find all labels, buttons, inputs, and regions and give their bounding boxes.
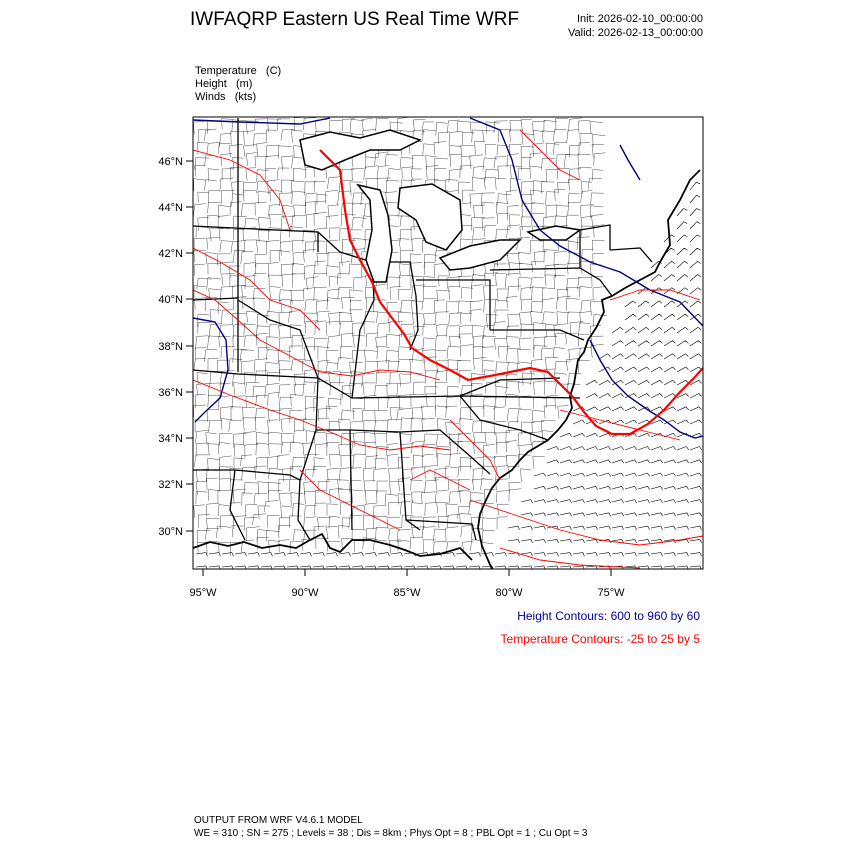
lat-label: 40°N bbox=[158, 294, 183, 306]
lat-label: 30°N bbox=[158, 526, 183, 538]
lon-label: 95°W bbox=[189, 587, 217, 599]
height-contour-info: Height Contours: 600 to 960 by 60 bbox=[517, 609, 700, 623]
field-temperature: Temperature (C) bbox=[195, 65, 282, 77]
county-boundaries bbox=[193, 117, 607, 556]
lat-label: 34°N bbox=[158, 433, 183, 445]
lat-label: 46°N bbox=[158, 156, 183, 168]
temperature-contour-info: Temperature Contours: -25 to 25 by 5 bbox=[500, 632, 700, 646]
lat-label: 44°N bbox=[158, 202, 183, 214]
lat-label: 38°N bbox=[158, 341, 183, 353]
field-height: Height (m) bbox=[195, 78, 253, 90]
county-mesh bbox=[193, 117, 607, 556]
model-config: WE = 310 ; SN = 275 ; Levels = 38 ; Dis = 8km ; Phys Opt = 8 ; PBL Opt = 1 ; Cu Opt = 3 bbox=[194, 828, 588, 839]
latitude-axis bbox=[158, 156, 193, 538]
field-winds: Winds (kts) bbox=[195, 91, 257, 103]
init-time: Init: 2026-02-10_00:00:00 bbox=[577, 13, 703, 25]
gulf-coastline bbox=[193, 534, 472, 560]
lat-label: 32°N bbox=[158, 479, 183, 491]
chart-title: IWFAQRP Eastern US Real Time WRF bbox=[190, 9, 520, 30]
model-info: OUTPUT FROM WRF V4.6.1 MODEL bbox=[194, 815, 363, 826]
lat-label: 42°N bbox=[158, 248, 183, 260]
lon-label: 75°W bbox=[597, 587, 625, 599]
lat-label: 36°N bbox=[158, 387, 183, 399]
lon-label: 85°W bbox=[393, 587, 421, 599]
longitude-axis bbox=[189, 569, 625, 599]
lon-label: 90°W bbox=[291, 587, 319, 599]
coastline bbox=[478, 170, 700, 569]
valid-time: Valid: 2026-02-13_00:00:00 bbox=[568, 27, 703, 39]
lon-label: 80°W bbox=[495, 587, 523, 599]
